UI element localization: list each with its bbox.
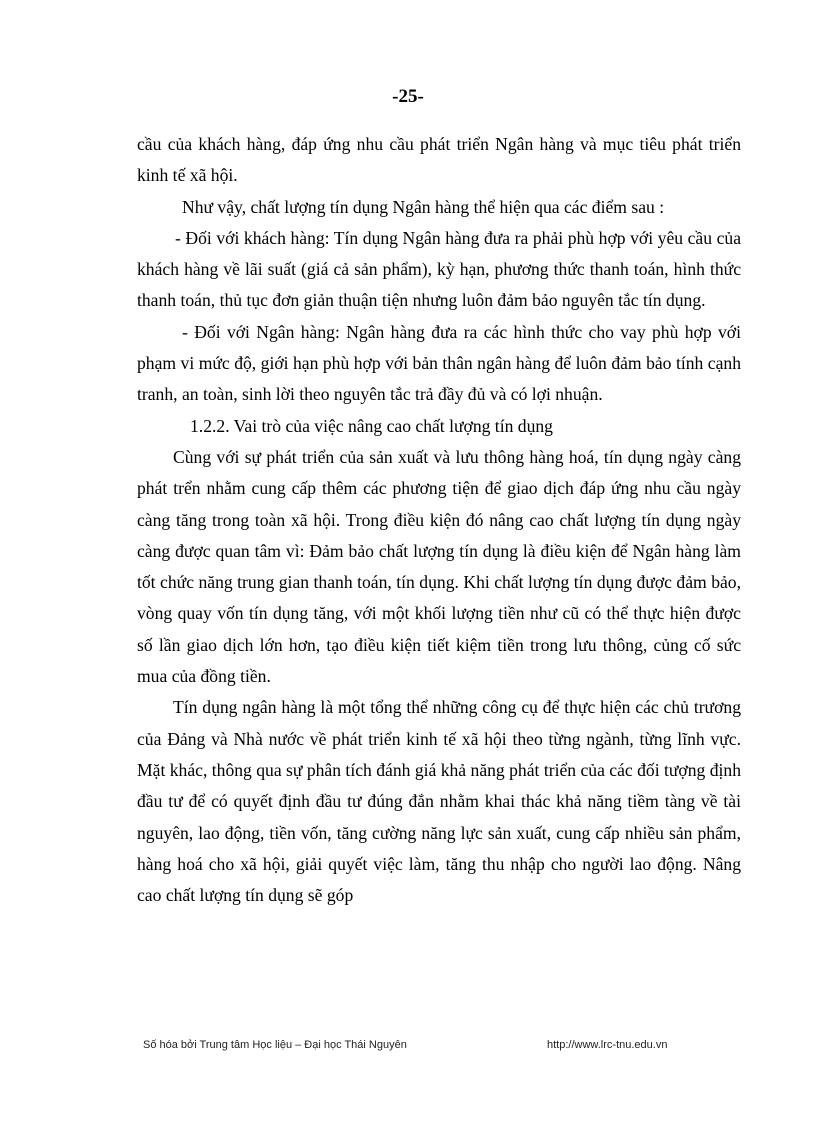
footer-source: Số hóa bởi Trung tâm Học liệu – Đại học Thái Nguyên xyxy=(143,1039,407,1051)
footer-url: http://www.lrc-tnu.edu.vn xyxy=(547,1039,668,1051)
paragraph-role-1: Cùng với sự phát triển của sản xuất và lưu thông hàng hoá, tín dụng ngày càng phát trển nhằm cung cấp thêm các phương tiện để giao dịch đáp ứng nhu cầu ngày càng tăng trong toàn xã hội. Trong điều kiện đó nâng cao chất lượng tín dụng ngày càng được quan tâm vì: Đảm bảo chất lượng tín dụng là điều kiện để Ngân hàng làm tốt chức năng trung gian thanh toán, tín dụng. Khi chất lượng tín dụng được đảm bảo, vòng quay vốn tín dụng tăng, với một khối lượng tiền như cũ có thể thực hiện được số lần giao dịch lớn hơn, tạo điều kiện tiết kiệm tiền trong lưu thông, củng cố sức mua của đồng tiền. xyxy=(137,446,741,687)
document-body xyxy=(137,129,741,911)
paragraph-continuation: cầu của khách hàng, đáp ứng nhu cầu phát triển Ngân hàng và mục tiêu phát triển kinh tế xã hội. xyxy=(137,134,741,186)
paragraph-bank-point: - Đối với Ngân hàng: Ngân hàng đưa ra các hình thức cho vay phù hợp với phạm vi mức độ, giới hạn phù hợp với bản thân ngân hàng để luôn đảm bảo tính cạnh tranh, an toàn, sinh lời theo nguyên tắc trả đầy đủ và có lợi nhuận. xyxy=(137,321,741,405)
paragraph-customer-point: - Đối với khách hàng: Tín dụng Ngân hàng đưa ra phải phù hợp với yêu cầu của khách hàng về lãi suất (giá cả sản phẩm), kỳ hạn, phương thức thanh toán, hình thức thanh toán, thủ tục đơn giản thuận tiện nhưng luôn đảm bảo nguyên tắc tín dụng. xyxy=(137,227,741,311)
paragraph-role-2: Tín dụng ngân hàng là một tổng thể những công cụ để thực hiện các chủ trương của Đảng và Nhà nước về phát triển kinh tế xã hội theo từng ngành, từng lĩnh vực. Mặt khác, thông qua sự phân tích đánh giá khả năng phát triển của các đối tượng định đầu tư để có quyết định đầu tư đúng đắn nhằm khai thác khả năng tiềm tàng về tài nguyên, lao động, tiền vốn, tăng cường năng lực sản xuất, cung cấp nhiều sản phẩm, hàng hoá cho xã hội, giải quyết việc làm, tăng thu nhập cho người lao động. Nâng cao chất lượng tín dụng sẽ góp xyxy=(137,697,741,906)
page-number: -25- xyxy=(392,86,424,107)
section-heading: 1.2.2. Vai trò của việc nâng cao chất lượng tín dụng xyxy=(190,415,553,436)
paragraph-summary: Như vậy, chất lượng tín dụng Ngân hàng thể hiện qua các điểm sau : xyxy=(182,196,665,217)
